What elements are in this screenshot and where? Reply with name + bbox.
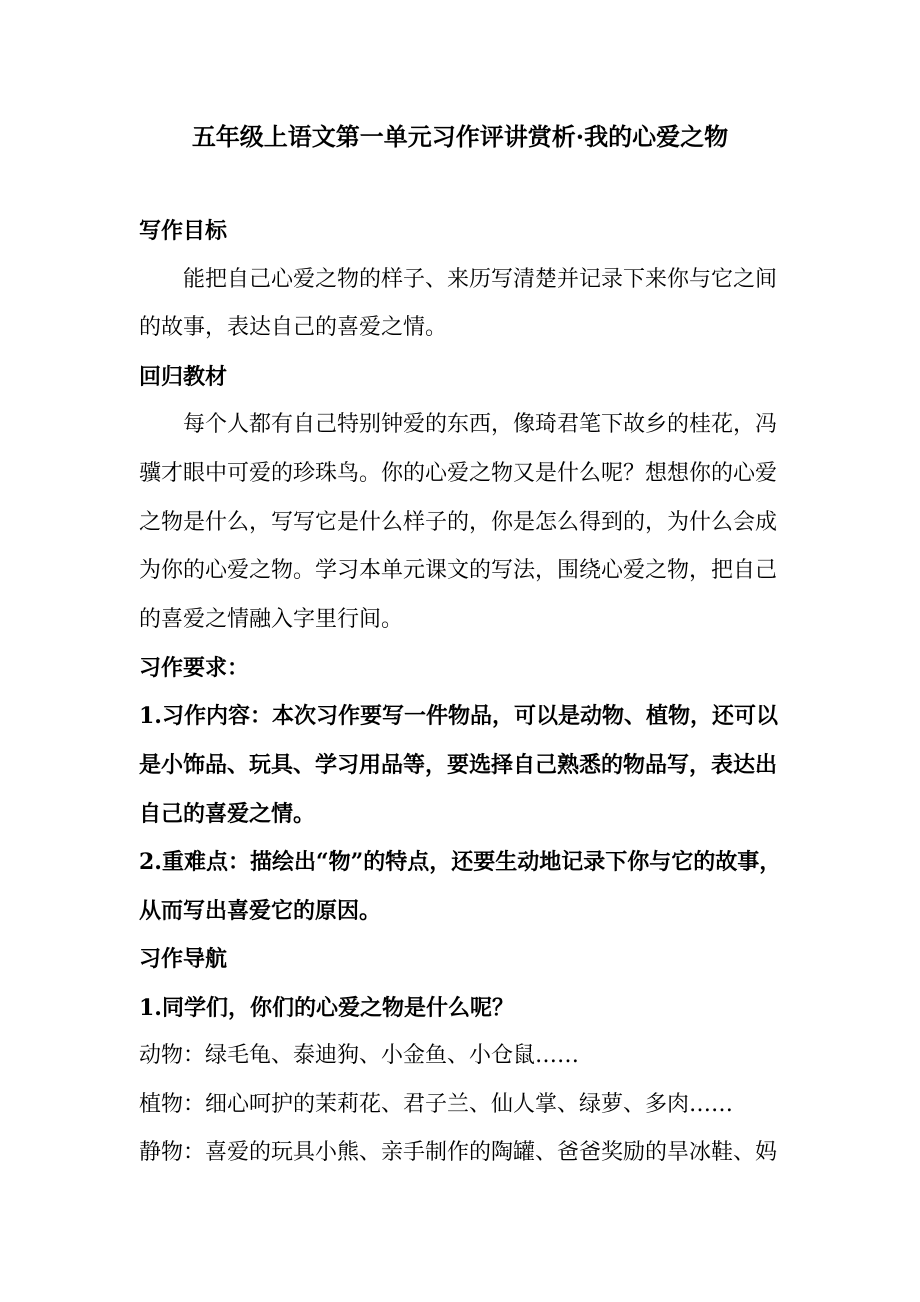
- section-heading-requirements: 习作要求：: [139, 655, 250, 681]
- guide-objects-line: 静物：喜爱的玩具小熊、亲手制作的陶罐、爸爸奖励的旱冰鞋、妈: [139, 1140, 778, 1165]
- section-heading-textbook: 回归教材: [139, 364, 228, 390]
- textbook-line: 每个人都有自己特别钟爱的东西，像琦君笔下故乡的桂花，冯: [183, 412, 778, 437]
- goal-line: 的故事，表达自己的喜爱之情。: [139, 315, 448, 340]
- textbook-line: 为你的心爱之物。学习本单元课文的写法，围绕心爱之物，把自己: [139, 558, 778, 583]
- page-title: 五年级上语文第一单元习作评讲赏析·我的心爱之物: [191, 122, 729, 151]
- guide-animals-line: 动物：绿毛龟、泰迪狗、小金鱼、小仓鼠……: [139, 1043, 580, 1068]
- guide-plants-line: 植物：细心呵护的茉莉花、君子兰、仙人掌、绿萝、多肉……: [139, 1092, 734, 1117]
- textbook-line: 骥才眼中可爱的珍珠鸟。你的心爱之物又是什么呢？想想你的心爱: [139, 461, 778, 486]
- section-heading-goal: 写作目标: [139, 218, 228, 244]
- requirement-item-1-line: 是小饰品、玩具、学习用品等，要选择自己熟悉的物品写，表达出: [139, 752, 778, 778]
- requirement-item-2-line: 2.重难点：描绘出“物”的特点，还要生动地记录下你与它的故事，: [139, 849, 782, 875]
- textbook-line: 之物是什么，写写它是什么样子的，你是怎么得到的，为什么会成: [139, 510, 778, 535]
- goal-line: 能把自己心爱之物的样子、来历写清楚并记录下来你与它之间: [183, 267, 778, 292]
- textbook-line: 的喜爱之情融入字里行间。: [139, 607, 404, 632]
- guide-question: 1.同学们，你们的心爱之物是什么呢？: [139, 995, 514, 1021]
- requirement-item-1-line: 自己的喜爱之情。: [139, 801, 316, 827]
- requirement-item-1-line: 1.习作内容：本次习作要写一件物品，可以是动物、植物，还可以: [139, 703, 778, 729]
- section-heading-guide: 习作导航: [139, 946, 228, 972]
- requirement-item-2-line: 从而写出喜爱它的原因。: [139, 898, 382, 924]
